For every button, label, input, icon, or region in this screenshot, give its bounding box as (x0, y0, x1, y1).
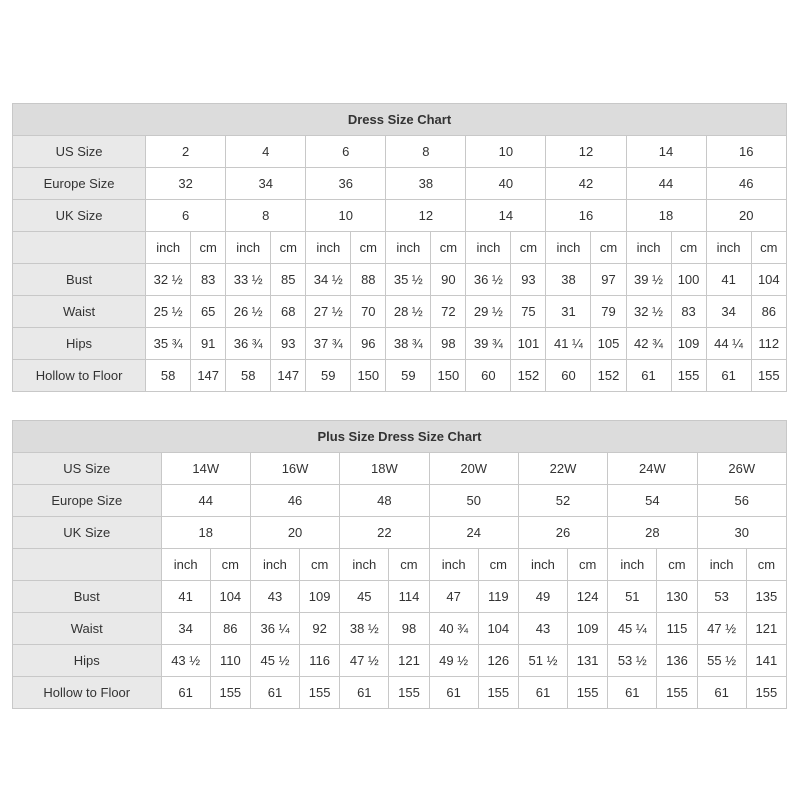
chart-title: Dress Size Chart (13, 104, 787, 136)
hips-inch-cell: 53 ½ (608, 645, 657, 677)
uk-size-cell: 30 (697, 517, 786, 549)
bust-inch-cell: 34 ½ (306, 264, 351, 296)
waist-cm-cell: 72 (431, 296, 466, 328)
unit-inch-header: inch (306, 232, 351, 264)
hollow-inch-cell: 61 (626, 360, 671, 392)
bust-inch-cell: 53 (697, 581, 746, 613)
hips-inch-cell: 38 ¾ (386, 328, 431, 360)
table-row (13, 328, 787, 360)
uk-size-cell: 28 (608, 517, 697, 549)
hollow-inch-cell: 60 (546, 360, 591, 392)
table-row (13, 136, 787, 168)
hollow-inch-cell: 60 (466, 360, 511, 392)
hollow-cm-cell: 155 (746, 677, 786, 709)
bust-inch-cell: 32 ½ (146, 264, 191, 296)
unit-cm-header: cm (351, 232, 386, 264)
hollow-inch-cell: 59 (306, 360, 351, 392)
hips-cm-cell: 136 (657, 645, 697, 677)
europe-size-cell: 34 (226, 168, 306, 200)
hollow-inch-cell: 61 (340, 677, 389, 709)
unit-inch-header: inch (518, 549, 567, 581)
unit-inch-header: inch (386, 232, 431, 264)
hollow-cm-cell: 155 (657, 677, 697, 709)
plus-size-dress-size-chart (12, 420, 787, 709)
unit-cm-header: cm (568, 549, 608, 581)
hips-inch-cell: 49 ½ (429, 645, 478, 677)
unit-inch-header: inch (429, 549, 478, 581)
uk-size-cell: 20 (706, 200, 786, 232)
hollow-cm-cell: 150 (351, 360, 386, 392)
row-label-hips: Hips (13, 645, 162, 677)
bust-cm-cell: 114 (389, 581, 429, 613)
hips-inch-cell: 42 ¾ (626, 328, 671, 360)
us-size-cell: 26W (697, 453, 786, 485)
unit-inch-header: inch (226, 232, 271, 264)
hollow-cm-cell: 155 (478, 677, 518, 709)
chart-title: Plus Size Dress Size Chart (13, 421, 787, 453)
bust-inch-cell: 41 (161, 581, 210, 613)
us-size-cell: 4 (226, 136, 306, 168)
unit-inch-header: inch (697, 549, 746, 581)
unit-row-label (13, 232, 146, 264)
unit-cm-header: cm (751, 232, 786, 264)
hollow-cm-cell: 150 (431, 360, 466, 392)
row-label-europe: Europe Size (13, 168, 146, 200)
unit-cm-header: cm (271, 232, 306, 264)
uk-size-cell: 10 (306, 200, 386, 232)
hollow-inch-cell: 61 (161, 677, 210, 709)
waist-inch-cell: 34 (706, 296, 751, 328)
unit-inch-header: inch (706, 232, 751, 264)
bust-inch-cell: 33 ½ (226, 264, 271, 296)
unit-inch-header: inch (608, 549, 657, 581)
hips-inch-cell: 51 ½ (518, 645, 567, 677)
bust-cm-cell: 97 (591, 264, 626, 296)
waist-cm-cell: 70 (351, 296, 386, 328)
table-row (13, 200, 787, 232)
hollow-cm-cell: 152 (511, 360, 546, 392)
europe-size-cell: 46 (250, 485, 339, 517)
uk-size-cell: 24 (429, 517, 518, 549)
bust-cm-cell: 104 (751, 264, 786, 296)
hips-cm-cell: 131 (568, 645, 608, 677)
bust-inch-cell: 41 (706, 264, 751, 296)
row-label-uk: UK Size (13, 517, 162, 549)
uk-size-cell: 14 (466, 200, 546, 232)
bust-inch-cell: 38 (546, 264, 591, 296)
unit-cm-header: cm (591, 232, 626, 264)
waist-inch-cell: 36 ¼ (250, 613, 299, 645)
bust-inch-cell: 47 (429, 581, 478, 613)
hollow-inch-cell: 61 (429, 677, 478, 709)
table-row (13, 232, 787, 264)
europe-size-cell: 40 (466, 168, 546, 200)
us-size-cell: 24W (608, 453, 697, 485)
waist-inch-cell: 27 ½ (306, 296, 351, 328)
row-label-hollow: Hollow to Floor (13, 360, 146, 392)
europe-size-cell: 36 (306, 168, 386, 200)
waist-cm-cell: 121 (746, 613, 786, 645)
bust-cm-cell: 90 (431, 264, 466, 296)
table-row (13, 296, 787, 328)
unit-inch-header: inch (146, 232, 191, 264)
unit-cm-header: cm (657, 549, 697, 581)
uk-size-cell: 12 (386, 200, 466, 232)
waist-inch-cell: 31 (546, 296, 591, 328)
hollow-cm-cell: 147 (191, 360, 226, 392)
us-size-cell: 2 (146, 136, 226, 168)
row-label-bust: Bust (13, 581, 162, 613)
unit-cm-header: cm (478, 549, 518, 581)
hips-cm-cell: 121 (389, 645, 429, 677)
hips-cm-cell: 126 (478, 645, 518, 677)
europe-size-cell: 48 (340, 485, 429, 517)
hollow-inch-cell: 61 (250, 677, 299, 709)
row-label-bust: Bust (13, 264, 146, 296)
europe-size-cell: 44 (161, 485, 250, 517)
row-label-hips: Hips (13, 328, 146, 360)
us-size-cell: 14 (626, 136, 706, 168)
europe-size-cell: 42 (546, 168, 626, 200)
bust-inch-cell: 43 (250, 581, 299, 613)
bust-cm-cell: 88 (351, 264, 386, 296)
us-size-cell: 16W (250, 453, 339, 485)
hips-inch-cell: 47 ½ (340, 645, 389, 677)
waist-cm-cell: 98 (389, 613, 429, 645)
europe-size-cell: 50 (429, 485, 518, 517)
row-label-waist: Waist (13, 613, 162, 645)
waist-inch-cell: 25 ½ (146, 296, 191, 328)
unit-cm-header: cm (191, 232, 226, 264)
waist-cm-cell: 75 (511, 296, 546, 328)
unit-cm-header: cm (746, 549, 786, 581)
hips-cm-cell: 109 (671, 328, 706, 360)
hollow-inch-cell: 61 (706, 360, 751, 392)
europe-size-cell: 52 (518, 485, 607, 517)
table-row (13, 264, 787, 296)
hollow-inch-cell: 58 (226, 360, 271, 392)
waist-cm-cell: 109 (568, 613, 608, 645)
hips-cm-cell: 98 (431, 328, 466, 360)
waist-cm-cell: 115 (657, 613, 697, 645)
bust-inch-cell: 35 ½ (386, 264, 431, 296)
bust-cm-cell: 130 (657, 581, 697, 613)
hips-cm-cell: 101 (511, 328, 546, 360)
waist-inch-cell: 26 ½ (226, 296, 271, 328)
unit-cm-header: cm (671, 232, 706, 264)
us-size-cell: 14W (161, 453, 250, 485)
row-label-europe: Europe Size (13, 485, 162, 517)
table-row (13, 549, 787, 581)
waist-inch-cell: 28 ½ (386, 296, 431, 328)
hips-cm-cell: 116 (300, 645, 340, 677)
uk-size-cell: 8 (226, 200, 306, 232)
waist-cm-cell: 86 (751, 296, 786, 328)
waist-cm-cell: 83 (671, 296, 706, 328)
hips-inch-cell: 39 ¾ (466, 328, 511, 360)
table-row (13, 677, 787, 709)
table-row (13, 168, 787, 200)
bust-cm-cell: 109 (300, 581, 340, 613)
table-row (13, 581, 787, 613)
table-row (13, 517, 787, 549)
bust-inch-cell: 36 ½ (466, 264, 511, 296)
hollow-inch-cell: 61 (518, 677, 567, 709)
uk-size-cell: 20 (250, 517, 339, 549)
europe-size-cell: 38 (386, 168, 466, 200)
waist-inch-cell: 47 ½ (697, 613, 746, 645)
europe-size-cell: 54 (608, 485, 697, 517)
unit-cm-header: cm (300, 549, 340, 581)
row-label-us: US Size (13, 136, 146, 168)
hollow-cm-cell: 155 (751, 360, 786, 392)
bust-cm-cell: 135 (746, 581, 786, 613)
us-size-cell: 12 (546, 136, 626, 168)
bust-inch-cell: 49 (518, 581, 567, 613)
us-size-cell: 22W (518, 453, 607, 485)
bust-inch-cell: 45 (340, 581, 389, 613)
us-size-cell: 10 (466, 136, 546, 168)
uk-size-cell: 6 (146, 200, 226, 232)
unit-cm-header: cm (210, 549, 250, 581)
dress-size-chart (12, 103, 787, 392)
waist-inch-cell: 40 ¾ (429, 613, 478, 645)
hollow-inch-cell: 61 (608, 677, 657, 709)
bust-cm-cell: 124 (568, 581, 608, 613)
uk-size-cell: 18 (161, 517, 250, 549)
hips-inch-cell: 45 ½ (250, 645, 299, 677)
hips-cm-cell: 91 (191, 328, 226, 360)
waist-inch-cell: 29 ½ (466, 296, 511, 328)
waist-inch-cell: 43 (518, 613, 567, 645)
bust-inch-cell: 39 ½ (626, 264, 671, 296)
bust-cm-cell: 83 (191, 264, 226, 296)
unit-cm-header: cm (431, 232, 466, 264)
bust-cm-cell: 119 (478, 581, 518, 613)
hips-inch-cell: 43 ½ (161, 645, 210, 677)
hips-cm-cell: 93 (271, 328, 306, 360)
hips-inch-cell: 37 ¾ (306, 328, 351, 360)
europe-size-cell: 46 (706, 168, 786, 200)
hollow-cm-cell: 155 (300, 677, 340, 709)
hips-cm-cell: 112 (751, 328, 786, 360)
bust-cm-cell: 100 (671, 264, 706, 296)
unit-inch-header: inch (626, 232, 671, 264)
hips-inch-cell: 44 ¼ (706, 328, 751, 360)
row-label-uk: UK Size (13, 200, 146, 232)
waist-cm-cell: 68 (271, 296, 306, 328)
uk-size-cell: 22 (340, 517, 429, 549)
unit-inch-header: inch (546, 232, 591, 264)
row-label-us: US Size (13, 453, 162, 485)
us-size-cell: 20W (429, 453, 518, 485)
europe-size-cell: 44 (626, 168, 706, 200)
waist-inch-cell: 34 (161, 613, 210, 645)
bust-cm-cell: 104 (210, 581, 250, 613)
table-row (13, 360, 787, 392)
hollow-cm-cell: 155 (210, 677, 250, 709)
bust-cm-cell: 85 (271, 264, 306, 296)
us-size-cell: 18W (340, 453, 429, 485)
unit-inch-header: inch (340, 549, 389, 581)
unit-inch-header: inch (466, 232, 511, 264)
table-row (13, 645, 787, 677)
hips-cm-cell: 96 (351, 328, 386, 360)
hips-cm-cell: 141 (746, 645, 786, 677)
waist-cm-cell: 92 (300, 613, 340, 645)
waist-inch-cell: 38 ½ (340, 613, 389, 645)
hollow-inch-cell: 58 (146, 360, 191, 392)
hollow-inch-cell: 59 (386, 360, 431, 392)
table-row (13, 453, 787, 485)
us-size-cell: 8 (386, 136, 466, 168)
table-row (13, 613, 787, 645)
hips-inch-cell: 35 ¾ (146, 328, 191, 360)
unit-cm-header: cm (389, 549, 429, 581)
row-label-waist: Waist (13, 296, 146, 328)
hips-inch-cell: 41 ¼ (546, 328, 591, 360)
us-size-cell: 6 (306, 136, 386, 168)
hollow-cm-cell: 147 (271, 360, 306, 392)
row-label-hollow: Hollow to Floor (13, 677, 162, 709)
hollow-cm-cell: 155 (671, 360, 706, 392)
unit-inch-header: inch (250, 549, 299, 581)
waist-cm-cell: 79 (591, 296, 626, 328)
hips-cm-cell: 105 (591, 328, 626, 360)
bust-cm-cell: 93 (511, 264, 546, 296)
uk-size-cell: 26 (518, 517, 607, 549)
waist-inch-cell: 32 ½ (626, 296, 671, 328)
hips-inch-cell: 55 ½ (697, 645, 746, 677)
waist-cm-cell: 65 (191, 296, 226, 328)
uk-size-cell: 16 (546, 200, 626, 232)
waist-cm-cell: 104 (478, 613, 518, 645)
hips-inch-cell: 36 ¾ (226, 328, 271, 360)
hollow-cm-cell: 155 (568, 677, 608, 709)
europe-size-cell: 32 (146, 168, 226, 200)
table-row (13, 485, 787, 517)
europe-size-cell: 56 (697, 485, 786, 517)
uk-size-cell: 18 (626, 200, 706, 232)
hollow-cm-cell: 155 (389, 677, 429, 709)
hollow-inch-cell: 61 (697, 677, 746, 709)
hollow-cm-cell: 152 (591, 360, 626, 392)
bust-inch-cell: 51 (608, 581, 657, 613)
waist-inch-cell: 45 ¼ (608, 613, 657, 645)
us-size-cell: 16 (706, 136, 786, 168)
unit-cm-header: cm (511, 232, 546, 264)
waist-cm-cell: 86 (210, 613, 250, 645)
unit-inch-header: inch (161, 549, 210, 581)
hips-cm-cell: 110 (210, 645, 250, 677)
unit-row-label (13, 549, 162, 581)
